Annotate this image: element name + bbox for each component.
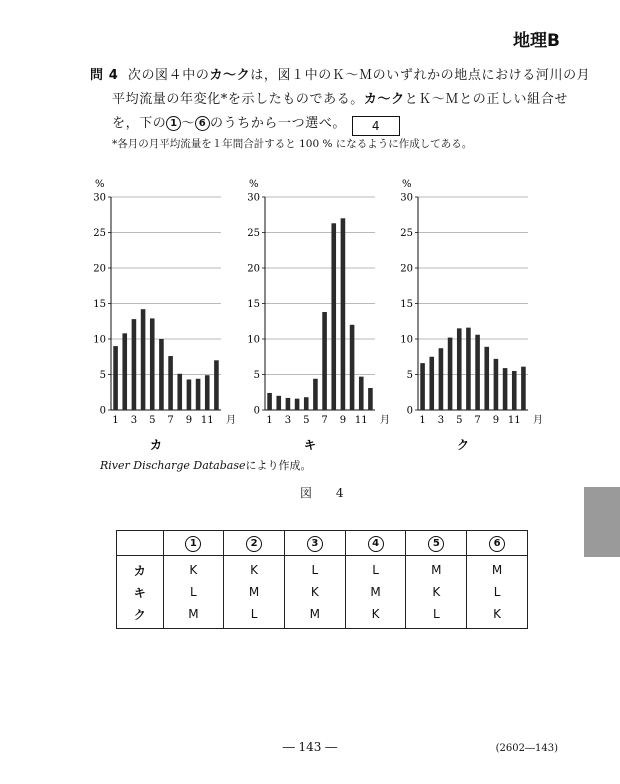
chart-label: ク xyxy=(456,438,470,452)
x-tick-label: 11 xyxy=(200,415,214,426)
table-header-choice-1 xyxy=(163,531,224,556)
y-axis-label: % xyxy=(95,179,105,190)
question-text: 平均流量の年変化*を示したものである。 xyxy=(112,92,364,107)
y-tick-label: 10 xyxy=(247,334,260,346)
table-row-label: ク xyxy=(117,603,164,629)
question-text: とＫ～Ｍとの正しい組合せ xyxy=(404,92,568,107)
question-line-2 xyxy=(112,88,568,107)
y-tick-label: 20 xyxy=(93,263,106,275)
x-tick-label: 3 xyxy=(437,415,445,426)
table-cell: K xyxy=(163,556,224,582)
bar xyxy=(113,346,118,410)
x-tick-label: 3 xyxy=(130,415,138,426)
table-row-label: キ xyxy=(117,581,164,603)
x-tick-label: 9 xyxy=(492,415,500,426)
bar xyxy=(276,396,281,410)
table-cell: L xyxy=(345,556,406,582)
y-tick-label: 5 xyxy=(406,370,413,381)
choice-circle: 1 xyxy=(185,536,201,552)
page-code: (2602―143) xyxy=(495,743,558,754)
bar xyxy=(304,397,309,410)
chart-3 xyxy=(400,179,543,452)
table-header-choice-3 xyxy=(284,531,345,556)
choice-circle: 2 xyxy=(246,536,262,552)
bar xyxy=(132,319,137,410)
source-rest: により作成。 xyxy=(245,459,312,472)
bar xyxy=(322,312,327,410)
table-cell: M xyxy=(345,581,406,603)
y-axis-label: % xyxy=(249,179,259,190)
y-tick-label: 10 xyxy=(400,334,413,346)
question-text: を，下の xyxy=(112,116,167,131)
bar xyxy=(177,374,182,410)
charts-figure xyxy=(0,170,620,460)
bar xyxy=(341,218,346,410)
x-tick-label: 7 xyxy=(474,415,481,426)
chart-label: カ xyxy=(149,438,163,452)
question-text: は，図１中のＫ～Ｍのいずれかの地点における河川の月 xyxy=(250,68,591,83)
y-tick-label: 5 xyxy=(99,370,106,381)
x-tick-label: 9 xyxy=(185,415,193,426)
table-cell: M xyxy=(224,581,285,603)
table-cell: K xyxy=(284,581,345,603)
table-header-choice-4 xyxy=(345,531,406,556)
choice-circle-1: 1 xyxy=(166,116,181,131)
x-tick-label: 7 xyxy=(167,415,174,426)
chart-label: キ xyxy=(303,438,317,452)
y-tick-label: 5 xyxy=(253,370,260,381)
table-cell: M xyxy=(406,556,467,582)
bar xyxy=(331,223,336,410)
x-tick-label: 3 xyxy=(284,415,292,426)
y-tick-label: 20 xyxy=(247,263,260,275)
table-cell: L xyxy=(467,581,528,603)
y-tick-label: 30 xyxy=(247,192,260,204)
y-tick-label: 0 xyxy=(406,405,413,417)
choice-circle: 4 xyxy=(368,536,384,552)
bar xyxy=(475,335,480,410)
bar xyxy=(368,388,373,410)
x-axis-label: 月 xyxy=(533,415,543,426)
y-tick-label: 25 xyxy=(247,228,260,239)
answer-box[interactable]: 4 xyxy=(352,116,400,136)
x-tick-label: 5 xyxy=(456,415,463,426)
table-cell: M xyxy=(284,603,345,629)
y-axis-label: % xyxy=(402,179,412,190)
x-tick-label: 11 xyxy=(354,415,368,426)
x-tick-label: 5 xyxy=(149,415,156,426)
bar xyxy=(457,328,462,410)
table-cell: L xyxy=(406,603,467,629)
bar xyxy=(214,360,219,410)
bar xyxy=(205,375,210,410)
table-row-label: カ xyxy=(117,556,164,582)
table-header-choice-5 xyxy=(406,531,467,556)
choice-circle-6: 6 xyxy=(195,116,210,131)
bar xyxy=(286,398,291,410)
bar xyxy=(196,379,201,410)
x-tick-label: 1 xyxy=(419,415,426,426)
y-tick-label: 25 xyxy=(400,228,413,239)
y-tick-label: 15 xyxy=(247,299,260,310)
table-cell: M xyxy=(467,556,528,582)
table-row xyxy=(117,603,528,629)
chart-1 xyxy=(93,179,236,452)
y-tick-label: 0 xyxy=(99,405,106,417)
y-tick-label: 15 xyxy=(400,299,413,310)
table-cell: L xyxy=(224,603,285,629)
y-tick-label: 15 xyxy=(93,299,106,310)
bar xyxy=(420,363,425,410)
question-number: 問 4 xyxy=(90,68,119,83)
bar xyxy=(313,379,318,410)
question-line-3 xyxy=(112,112,400,136)
choice-circle: 5 xyxy=(428,536,444,552)
x-tick-label: 1 xyxy=(266,415,273,426)
subject-title: 地理B xyxy=(513,31,560,51)
table-cell: K xyxy=(406,581,467,603)
y-tick-label: 0 xyxy=(253,405,260,417)
figure-label: 図 4 xyxy=(300,486,354,500)
table-row xyxy=(117,581,528,603)
y-tick-label: 20 xyxy=(400,263,413,275)
x-tick-label: 11 xyxy=(507,415,521,426)
y-tick-label: 30 xyxy=(93,192,106,204)
bar xyxy=(466,328,471,410)
x-tick-label: 5 xyxy=(303,415,310,426)
question-text: 次の図４中の xyxy=(127,68,210,83)
question-text: のうちから一つ選べ。 xyxy=(210,116,347,131)
y-tick-label: 30 xyxy=(400,192,413,204)
bar xyxy=(150,318,155,410)
table-corner xyxy=(117,531,164,556)
x-tick-label: 7 xyxy=(321,415,328,426)
table-cell: M xyxy=(163,603,224,629)
y-tick-label: 25 xyxy=(93,228,106,239)
bar xyxy=(159,339,164,410)
bar xyxy=(141,309,146,410)
table-cell: L xyxy=(284,556,345,582)
table-cell: K xyxy=(345,603,406,629)
question-emphasis: カ～ク xyxy=(363,92,405,107)
bar xyxy=(295,399,300,410)
choice-circle: 3 xyxy=(307,536,323,552)
bar xyxy=(521,367,526,410)
x-tick-label: 1 xyxy=(112,415,119,426)
page-number: ― 143 ― xyxy=(282,740,338,754)
table-header-row xyxy=(117,531,528,556)
y-tick-label: 10 xyxy=(93,334,106,346)
bar xyxy=(494,359,499,410)
bar xyxy=(359,377,364,410)
bar xyxy=(503,368,508,410)
bar xyxy=(350,325,355,410)
source-note xyxy=(100,457,311,473)
table-header-choice-6 xyxy=(467,531,528,556)
page-side-tab xyxy=(584,487,620,557)
bar xyxy=(187,379,192,410)
footnote: *各月の月平均流量を１年間合計すると 100 % になるように作成してある。 xyxy=(112,138,473,150)
bar xyxy=(448,338,453,410)
table-header-choice-2 xyxy=(224,531,285,556)
bar xyxy=(429,357,434,410)
x-axis-label: 月 xyxy=(226,415,236,426)
answer-table xyxy=(116,530,528,629)
chart-2 xyxy=(247,179,390,452)
choice-circle: 6 xyxy=(489,536,505,552)
x-axis-label: 月 xyxy=(380,415,390,426)
bar xyxy=(484,347,489,410)
bar xyxy=(122,333,127,410)
table-cell: K xyxy=(467,603,528,629)
question-text: ～ xyxy=(181,116,196,131)
bar xyxy=(512,371,517,410)
table-row xyxy=(117,556,528,582)
bar xyxy=(168,356,173,410)
x-tick-label: 9 xyxy=(339,415,347,426)
table-cell: K xyxy=(224,556,285,582)
question-line-1 xyxy=(90,64,590,83)
bar xyxy=(439,348,444,410)
table-cell: L xyxy=(163,581,224,603)
bar xyxy=(267,393,272,410)
source-italic: River Discharge Database xyxy=(100,459,246,472)
question-emphasis: カ～ク xyxy=(209,68,251,83)
